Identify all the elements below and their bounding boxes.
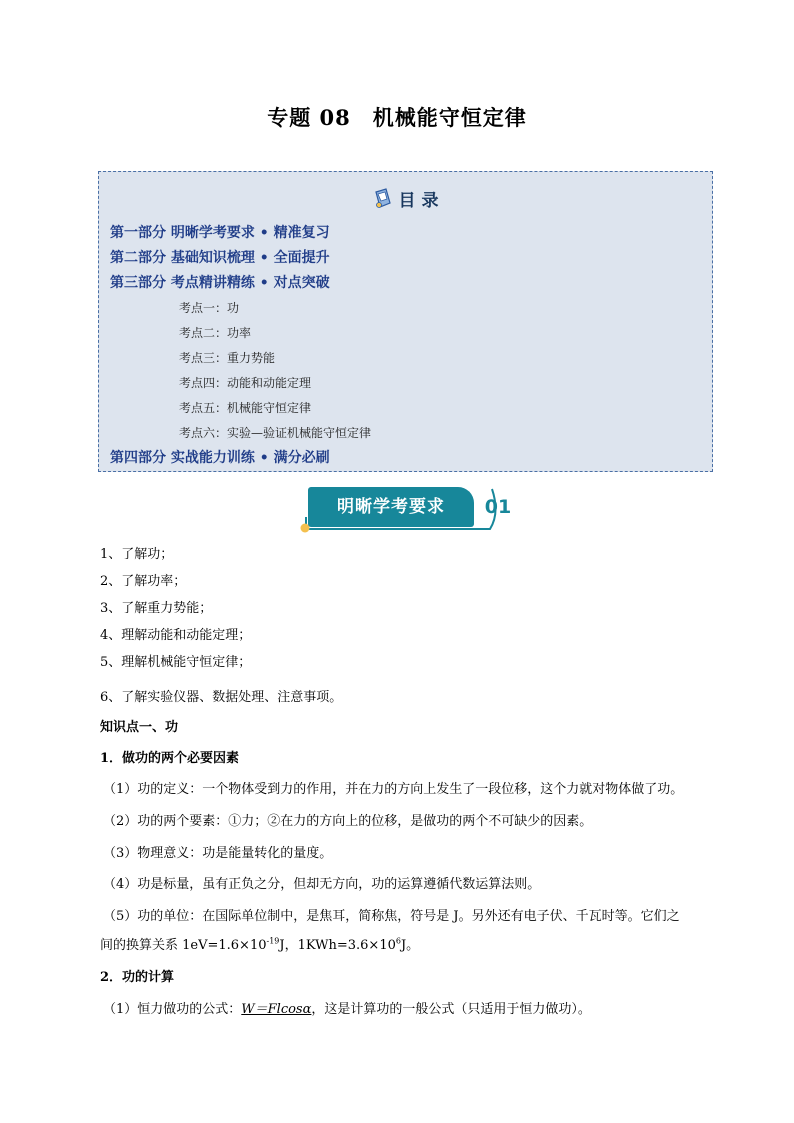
- toc-part-4[interactable]: 第四部分 实战能力训练 • 满分必刷: [110, 450, 330, 466]
- paragraph-elements: （2）功的两个要素：①力；②在力的方向上的位移，是做功的两个不可缺少的因素。: [103, 814, 593, 829]
- paragraph-unit: （5）功的单位：在国际单位制中，是焦耳，简称焦，符号是 J。另外还有电子伏、千瓦时等。它们之: [103, 909, 680, 924]
- exponent-2: 6: [395, 936, 401, 946]
- requirement-4: 4、理解动能和动能定理；: [100, 628, 252, 643]
- toc-part-2[interactable]: 第二部分 基础知识梳理 • 全面提升: [110, 250, 330, 266]
- requirement-5: 5、理解机械能守恒定律；: [100, 655, 252, 670]
- paragraph-scalar: （4）功是标量，虽有正负之分，但却无方向，功的运算遵循代数运算法则。: [103, 877, 541, 892]
- conversion-text-1: 间的换算关系 1eV=1.6×10: [100, 938, 267, 953]
- formula-note: ，这是计算功的一般公式（只适用于恒力做功）。: [311, 1002, 591, 1017]
- formula-intro: （1）恒力做功的公式：: [103, 1002, 242, 1017]
- toc-part-1[interactable]: 第一部分 明晰学考要求 • 精准复习: [110, 225, 330, 241]
- toc-heading: [99, 186, 712, 215]
- table-of-contents: [98, 171, 713, 472]
- toc-sub-6[interactable]: 考点六：实验—验证机械能守恒定律: [179, 426, 372, 440]
- requirement-2: 2、了解功率；: [100, 574, 187, 589]
- toc-sub-1[interactable]: 考点一：功: [179, 301, 240, 315]
- section-heading-2: 2．功的计算: [100, 970, 175, 985]
- requirement-6: 6、了解实验仪器、数据处理、注意事项。: [100, 690, 343, 705]
- toc-sub-3[interactable]: 考点三：重力势能: [179, 351, 276, 365]
- toc-heading-text: 目 录: [398, 191, 439, 211]
- requirement-3: 3、了解重力势能；: [100, 601, 213, 616]
- conversion-text-2: J，1KWh=3.6×10: [279, 938, 396, 953]
- work-formula: W＝Flcosα: [241, 1002, 312, 1017]
- conversion-text-3: J。: [400, 938, 420, 953]
- book-icon: [373, 188, 393, 215]
- banner-number: 01: [484, 496, 512, 518]
- section-heading-1: 1．做功的两个必要因素: [100, 751, 240, 766]
- toc-part-3[interactable]: 第三部分 考点精讲精练 • 对点突破: [110, 275, 330, 291]
- toc-sub-5[interactable]: 考点五：机械能守恒定律: [179, 401, 312, 415]
- paragraph-definition: （1）功的定义：一个物体受到力的作用，并在力的方向上发生了一段位移，这个力就对物体做了功。: [103, 782, 684, 797]
- paragraph-meaning: （3）物理意义：功是能量转化的量度。: [103, 846, 333, 861]
- toc-sub-2[interactable]: 考点二：功率: [179, 326, 252, 340]
- requirement-1: 1、了解功；: [100, 547, 174, 562]
- section-banner: [300, 485, 530, 533]
- paragraph-formula: [103, 998, 591, 1017]
- exponent-1: -19: [266, 936, 280, 946]
- page-title: 专题 08 机械能守恒定律: [267, 105, 527, 130]
- toc-sub-4[interactable]: 考点四：动能和动能定理: [179, 376, 312, 390]
- banner-label: 明晰学考要求: [308, 487, 474, 527]
- paragraph-unit-conversion: [100, 934, 419, 953]
- knowledge-point-title: 知识点一、功: [100, 720, 179, 735]
